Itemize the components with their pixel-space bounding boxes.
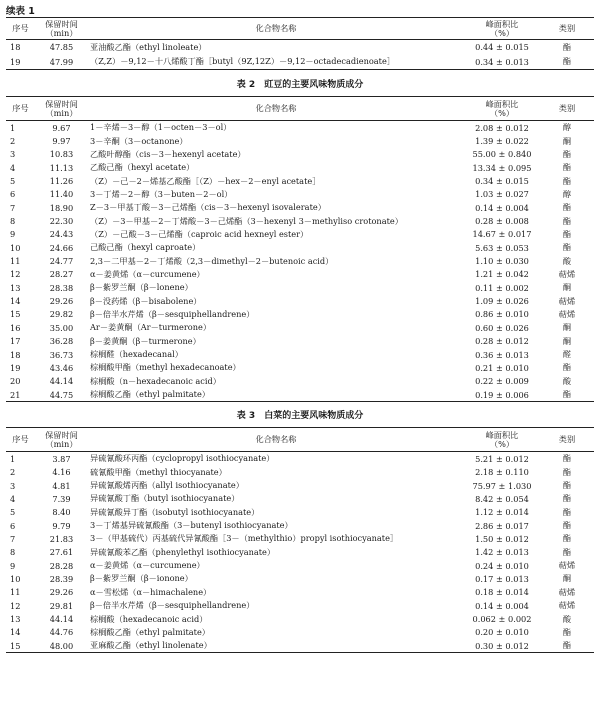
row-number: 10	[10, 573, 21, 584]
header-category: 类别	[558, 23, 576, 33]
table-row	[6, 572, 594, 585]
compound-name: 3－丁烯－2－醇（3－buten－2－ol）	[90, 188, 233, 199]
row-number: 7	[10, 202, 16, 213]
table-1-continued	[6, 17, 594, 70]
table-row	[6, 375, 594, 388]
row-number: 3	[10, 480, 16, 491]
header-no: 序号	[12, 434, 29, 445]
peak-area-ratio: 0.11 ± 0.002	[475, 282, 529, 293]
retention-time: 10.83	[49, 149, 74, 160]
compound-category: 酯	[562, 389, 572, 400]
retention-time: 43.46	[49, 362, 74, 373]
peak-area-ratio: 0.14 ± 0.004	[475, 600, 529, 611]
retention-time: 9.97	[52, 136, 71, 147]
table-row	[6, 148, 594, 161]
table-3	[6, 427, 594, 653]
header-retention-time: 保留时间 （min）	[45, 429, 78, 449]
peak-area-ratio: 13.34 ± 0.095	[472, 162, 532, 173]
peak-area-ratio: 0.44 ± 0.015	[475, 42, 529, 53]
table-row	[6, 308, 594, 321]
table-row	[6, 388, 594, 402]
table-row	[6, 188, 594, 201]
table-header-row	[6, 18, 594, 40]
header-retention-time: 保留时间 （min）	[45, 98, 78, 118]
compound-name: 乙酸叶醇酯（cis－3－hexenyl acetate）	[90, 148, 246, 159]
compound-name: α－姜黄烯（α－curcumene）	[90, 560, 205, 571]
peak-area-ratio: 1.10 ± 0.030	[475, 256, 529, 267]
compound-category: 酯	[562, 480, 572, 491]
compound-category: 酮	[562, 322, 572, 333]
peak-area-ratio: 0.22 ± 0.009	[475, 376, 529, 387]
row-number: 13	[10, 282, 21, 293]
compound-name: 棕榈酸乙酯（ethyl palmitate）	[90, 626, 210, 637]
header-no: 序号	[12, 23, 29, 33]
compound-category: 酯	[562, 148, 572, 159]
retention-time: 44.14	[49, 376, 74, 387]
table-row	[6, 361, 594, 374]
retention-time: 28.27	[49, 269, 74, 280]
peak-area-ratio: 0.20 ± 0.010	[475, 627, 529, 638]
retention-time: 21.83	[49, 533, 74, 544]
table-header-row	[6, 97, 594, 121]
table-row	[6, 559, 594, 572]
peak-area-ratio: 1.03 ± 0.027	[475, 189, 529, 200]
compound-name: （Z）－己－2－烯基乙酸酯［（Z）－hex－2－enyl acetate］	[90, 175, 321, 186]
peak-area-ratio: 0.28 ± 0.012	[475, 336, 529, 347]
peak-area-ratio: 0.14 ± 0.004	[475, 202, 529, 213]
compound-name: （Z,Z）－9,12－十八烯酸丁酯［butyl（9Z,12Z）－9,12－octadecadienoate］	[90, 56, 395, 67]
compound-name: 己酸己酯（hexyl caproate）	[90, 242, 201, 253]
compound-name: β－倍半水芹烯（β－sesquiphellandrene）	[90, 600, 255, 611]
compound-name: β－姜黄酮（β－turmerone）	[90, 335, 201, 346]
table-row	[6, 134, 594, 147]
table-row	[6, 639, 594, 653]
table-row	[6, 321, 594, 334]
retention-time: 18.90	[49, 202, 74, 213]
row-number: 10	[10, 242, 21, 253]
retention-time: 24.66	[49, 242, 74, 253]
peak-area-ratio: 1.21 ± 0.042	[475, 269, 529, 280]
compound-category: 萜烯	[558, 600, 576, 611]
compound-category: 酯	[562, 626, 572, 637]
retention-time: 4.81	[52, 480, 71, 491]
peak-area-ratio: 1.12 ± 0.014	[475, 507, 529, 518]
row-number: 7	[10, 533, 16, 544]
row-number: 14	[10, 296, 21, 307]
table-row	[6, 268, 594, 281]
row-number: 8	[10, 216, 16, 227]
peak-area-ratio: 1.42 ± 0.013	[475, 547, 529, 558]
header-category: 类别	[558, 434, 576, 445]
compound-name: β－紫罗兰酮（β－lonene）	[90, 282, 193, 293]
compound-category: 酯	[562, 175, 572, 186]
peak-area-ratio: 1.39 ± 0.022	[475, 136, 529, 147]
table-row	[6, 599, 594, 612]
peak-area-ratio: 0.17 ± 0.013	[475, 573, 529, 584]
row-number: 4	[10, 493, 16, 504]
peak-area-ratio: 14.67 ± 0.017	[472, 229, 532, 240]
table-row	[6, 492, 594, 505]
row-number: 2	[10, 467, 16, 478]
compound-name: 异硫氰酸烯丙酯（allyl isothiocyanate）	[90, 480, 244, 491]
compound-category: 酯	[562, 215, 572, 226]
header-compound-name: 化合物名称	[255, 434, 297, 445]
retention-time: 24.77	[49, 256, 74, 267]
row-number: 15	[10, 309, 21, 320]
compound-category: 醇	[562, 188, 572, 199]
compound-name: 棕榈酸甲酯（methyl hexadecanoate）	[90, 362, 241, 373]
table-header-row	[6, 428, 594, 452]
table-2-title: 表 2 豇豆的主要风味物质成分	[236, 80, 364, 90]
retention-time: 8.40	[52, 507, 71, 518]
row-number: 14	[10, 627, 21, 638]
compound-name: 异硫氰酸异丁酯（isobutyl isothiocyanate）	[90, 506, 260, 517]
retention-time: 4.16	[52, 467, 71, 478]
compound-category: 酮	[562, 282, 572, 293]
retention-time: 28.39	[49, 573, 74, 584]
peak-area-ratio: 0.19 ± 0.006	[475, 389, 529, 400]
compound-category: 醛	[562, 349, 572, 360]
retention-time: 11.26	[49, 176, 74, 187]
row-number: 6	[10, 189, 16, 200]
table-row	[6, 294, 594, 307]
row-number: 2	[10, 136, 16, 147]
retention-time: 48.00	[49, 640, 74, 651]
peak-area-ratio: 55.00 ± 0.840	[472, 149, 532, 160]
peak-area-ratio: 0.30 ± 0.012	[475, 640, 529, 651]
table-row	[6, 519, 594, 532]
compound-name: （Z）－己酸－3－己烯酯（caproic acid hexneyl ester）	[90, 228, 309, 239]
table-row	[6, 40, 594, 55]
compound-category: 醇	[562, 122, 572, 133]
compound-category: 酯	[562, 453, 572, 464]
table-row	[6, 121, 594, 135]
compound-category: 酯	[562, 640, 572, 651]
row-number: 18	[10, 349, 21, 360]
row-number: 12	[10, 600, 21, 611]
compound-category: 萜烯	[558, 295, 576, 306]
row-number: 5	[10, 176, 16, 187]
compound-name: 棕榈醛（hexadecanal）	[90, 349, 183, 360]
compound-name: α－姜黄烯（α－curcumene）	[90, 268, 205, 279]
compound-name: β－倍半水芹烯（β－sesquiphellandrene）	[90, 308, 255, 319]
continued-table-title: 续表 1	[6, 6, 35, 17]
table-row	[6, 55, 594, 70]
table-row	[6, 228, 594, 241]
retention-time: 29.81	[49, 600, 74, 611]
peak-area-ratio: 0.36 ± 0.013	[475, 349, 529, 360]
table-row	[6, 626, 594, 639]
row-number: 16	[10, 322, 21, 333]
row-number: 17	[10, 336, 21, 347]
table-body	[6, 40, 594, 70]
compound-category: 酯	[562, 162, 572, 173]
retention-time: 9.67	[52, 122, 71, 133]
peak-area-ratio: 2.18 ± 0.110	[475, 467, 529, 478]
retention-time: 47.99	[49, 56, 74, 67]
compound-category: 酯	[562, 533, 572, 544]
table-body	[6, 452, 594, 653]
row-number: 18	[10, 42, 21, 53]
peak-area-ratio: 0.21 ± 0.010	[475, 362, 529, 373]
peak-area-ratio: 0.062 ± 0.002	[472, 614, 532, 625]
retention-time: 29.26	[49, 587, 74, 598]
retention-time: 3.87	[52, 453, 71, 464]
compound-category: 酸	[562, 255, 572, 266]
table-row	[6, 532, 594, 545]
row-number: 6	[10, 520, 16, 531]
compound-name: 3－辛酮（3－octanone）	[90, 135, 188, 146]
row-number: 4	[10, 162, 16, 173]
compound-category: 酮	[562, 573, 572, 584]
retention-time: 7.39	[52, 493, 71, 504]
compound-name: 棕榈酸（hexadecanoic acid）	[90, 613, 208, 624]
table-row	[6, 506, 594, 519]
compound-category: 酯	[562, 466, 572, 477]
compound-category: 酯	[562, 506, 572, 517]
retention-time: 36.73	[49, 349, 74, 360]
retention-time: 29.82	[49, 309, 74, 320]
retention-time: 11.40	[49, 189, 74, 200]
row-number: 12	[10, 269, 21, 280]
compound-name: 异硫氰酸环丙酯（cyclopropyl isothiocyanate）	[90, 453, 275, 464]
compound-name: 2,3－二甲基－2－丁烯酸（2,3－dimethyl－2－butenoic acid）	[90, 255, 334, 266]
row-number: 9	[10, 229, 16, 240]
peak-area-ratio: 0.34 ± 0.015	[475, 176, 529, 187]
table-row	[6, 214, 594, 227]
peak-area-ratio: 0.28 ± 0.008	[475, 216, 529, 227]
header-peak-area: 峰面积比 （%）	[485, 18, 519, 38]
compound-name: 3－丁烯基异硫氰酸酯（3－butenyl isothiocyanate）	[90, 520, 293, 531]
compound-category: 酯	[562, 41, 572, 52]
peak-area-ratio: 8.42 ± 0.054	[475, 493, 529, 504]
compound-name: 3－（甲基硫代）丙基硫代异氰酸酯［3－（methylthio）propyl isothiocyanate］	[90, 533, 399, 544]
retention-time: 44.75	[49, 389, 74, 400]
peak-area-ratio: 0.24 ± 0.010	[475, 560, 529, 571]
retention-time: 44.76	[49, 627, 74, 638]
compound-category: 萜烯	[558, 268, 576, 279]
compound-category: 萜烯	[558, 308, 576, 319]
compound-category: 酯	[562, 56, 572, 67]
table-row	[6, 452, 594, 466]
row-number: 21	[10, 389, 21, 400]
compound-category: 酸	[562, 613, 572, 624]
compound-name: 硫氰酸甲酯（methyl thiocyanate）	[90, 466, 227, 477]
header-compound-name: 化合物名称	[255, 23, 297, 33]
compound-category: 酯	[562, 228, 572, 239]
peak-area-ratio: 1.09 ± 0.026	[475, 296, 529, 307]
compound-category: 酯	[562, 362, 572, 373]
row-number: 15	[10, 640, 21, 651]
peak-area-ratio: 0.60 ± 0.026	[475, 322, 529, 333]
retention-time: 28.28	[49, 560, 74, 571]
table-row	[6, 612, 594, 625]
table-row	[6, 546, 594, 559]
table-row	[6, 586, 594, 599]
compound-category: 萜烯	[558, 560, 576, 571]
table-body	[6, 121, 594, 402]
table-row	[6, 466, 594, 479]
compound-name: Z－3－甲基丁酸－3－己烯酯（cis－3－hexenyl isovalerate）	[90, 202, 326, 213]
compound-name: β－紫罗兰酮（β－ionone）	[90, 573, 193, 584]
peak-area-ratio: 2.86 ± 0.017	[475, 520, 529, 531]
retention-time: 27.61	[49, 547, 74, 558]
table-row	[6, 348, 594, 361]
header-peak-area: 峰面积比 （%）	[485, 429, 519, 449]
header-retention-time: 保留时间 （min）	[45, 18, 78, 38]
table-row	[6, 174, 594, 187]
row-number: 19	[10, 362, 21, 373]
compound-name: 棕榈酸（n－hexadecanoic acid）	[90, 375, 221, 386]
header-peak-area: 峰面积比 （%）	[485, 98, 519, 118]
peak-area-ratio: 5.63 ± 0.053	[475, 242, 529, 253]
table-row	[6, 479, 594, 492]
compound-category: 酯	[562, 202, 572, 213]
table-row	[6, 335, 594, 348]
retention-time: 11.13	[49, 162, 74, 173]
row-number: 11	[10, 256, 21, 267]
compound-name: 亚麻酸乙酯（ethyl linolenate）	[90, 640, 212, 651]
compound-category: 酯	[562, 546, 572, 557]
compound-name: 棕榈酸乙酯（ethyl palmitate）	[90, 389, 210, 400]
row-number: 8	[10, 547, 16, 558]
row-number: 5	[10, 507, 16, 518]
compound-name: β－没药烯（β－bisabolene）	[90, 295, 202, 306]
document-page	[6, 0, 594, 653]
retention-time: 28.38	[49, 282, 74, 293]
compound-name: 异硫氰酸丁酯（butyl isothiocyanate）	[90, 493, 240, 504]
retention-time: 35.00	[49, 322, 74, 333]
compound-category: 酮	[562, 135, 572, 146]
compound-name: 亚油酸乙酯（ethyl linoleate）	[90, 41, 207, 52]
retention-time: 9.79	[52, 520, 71, 531]
compound-category: 酯	[562, 493, 572, 504]
table-row	[6, 161, 594, 174]
row-number: 1	[10, 453, 16, 464]
retention-time: 29.26	[49, 296, 74, 307]
retention-time: 47.85	[49, 42, 74, 53]
compound-category: 酸	[562, 375, 572, 386]
retention-time: 44.14	[49, 614, 74, 625]
table-row	[6, 241, 594, 254]
compound-name: 异硫氰酸苯乙酯（phenylethyl isothiocyanate）	[90, 546, 276, 557]
compound-category: 萜烯	[558, 586, 576, 597]
peak-area-ratio: 2.08 ± 0.012	[475, 122, 529, 133]
peak-area-ratio: 75.97 ± 1.030	[472, 480, 532, 491]
compound-category: 酯	[562, 520, 572, 531]
compound-name: Ar－姜黄酮（Ar－turmerone）	[90, 322, 212, 333]
peak-area-ratio: 0.86 ± 0.010	[475, 309, 529, 320]
row-number: 3	[10, 149, 16, 160]
peak-area-ratio: 5.21 ± 0.012	[475, 453, 529, 464]
table-row	[6, 254, 594, 267]
retention-time: 22.30	[49, 216, 74, 227]
row-number: 20	[10, 376, 21, 387]
compound-name: 乙酸己酯（hexyl acetate）	[90, 162, 195, 173]
table-row	[6, 281, 594, 294]
compound-name: α－雪松烯（α－himachalene）	[90, 586, 212, 597]
compound-name: 1－辛烯－3－醇（1－octen－3－ol）	[90, 122, 232, 133]
peak-area-ratio: 0.18 ± 0.014	[475, 587, 529, 598]
header-category: 类别	[558, 103, 576, 113]
table-3-title: 表 3 白菜的主要风味物质成分	[236, 411, 364, 422]
table-row	[6, 201, 594, 214]
row-number: 13	[10, 614, 21, 625]
compound-category: 酮	[562, 335, 572, 346]
retention-time: 36.28	[49, 336, 74, 347]
compound-name: （Z）－3－甲基－2－丁烯酸－3－己烯酯（3－hexenyl 3－methyliso crotonate）	[90, 215, 403, 226]
row-number: 9	[10, 560, 16, 571]
compound-category: 酯	[562, 242, 572, 253]
row-number: 11	[10, 587, 21, 598]
peak-area-ratio: 1.50 ± 0.012	[475, 533, 529, 544]
peak-area-ratio: 0.34 ± 0.013	[475, 56, 529, 67]
header-no: 序号	[12, 103, 29, 113]
row-number: 1	[10, 122, 16, 133]
header-compound-name: 化合物名称	[255, 103, 297, 113]
table-2	[6, 96, 594, 402]
retention-time: 24.43	[49, 229, 74, 240]
row-number: 19	[10, 56, 21, 67]
